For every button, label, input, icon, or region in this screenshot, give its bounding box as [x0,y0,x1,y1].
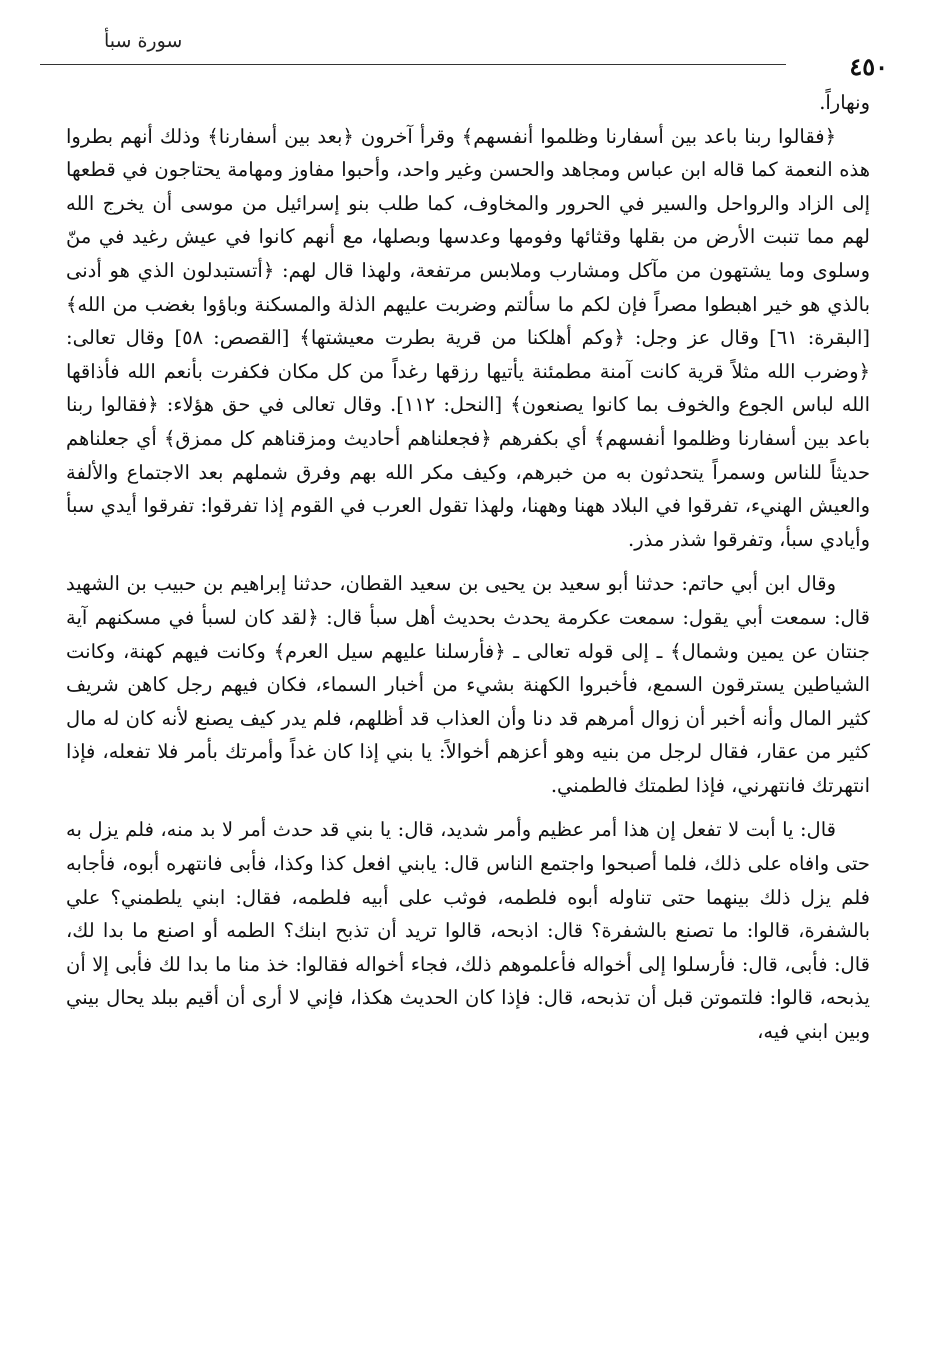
page-number: ٤٥٠ [849,52,888,81]
paragraph: وقال ابن أبي حاتم: حدثنا أبو سعيد بن يحيى بن سعيد القطان، حدثنا إبراهيم بن حبيب بن الشهيد قال: سمعت أبي يقول: سمعت عكرمة يحدث بحديث أهل سبأ قال: ﴿لقد كان لسبأ في مسكنهم آية جنتان عن يمين وشمال﴾ ـ إلى قوله تعالى ـ ﴿فأرسلنا عليهم سيل العرم﴾ وكانت فيهم كهنة، وكانت الشياطين يسترقون السمع، فأخبروا الكهنة بشيء من أخبار السماء، فكان فيهم رجل كاهن شريف كثير المال وأنه أخبر أن زوال أمرهم قد دنا وأن العذاب قد أظلهم، فلم يدر كيف يصنع لأنه كان له مال كثير من عقار، فقال لرجل من بنيه وهو أعزهم أخوالاً: يا بني إذا كان غداً وأمرتك بأمر فلا تفعله، فإذا انتهرتك فانتهرني، فإذا لطمتك فالطمني. [66,572,870,797]
header-divider [40,64,786,65]
surah-title: سورة سبأ [104,30,183,52]
paragraph: قال: يا أبت لا تفعل إن هذا أمر عظيم وأمر شديد، قال: يا بني قد حدث أمر لا بد منه، فلم يزل به حتى وافاه على ذلك، فلما أصبحوا واجتمع الناس قال: يابني افعل كذا وكذا، فأبى فانتهره أبوه، فأجابه فلم يزل ذلك بينهما حتى تناوله أبوه فلطمه، فوثب على أبيه فلطمه، فقال: ابني يلطمني؟ علي بالشفرة، قالوا: ما تصنع بالشفرة؟ قال: اذبحه، قالوا تريد أن تذبح ابنك؟ الطمه أو اصنع ما بدا لك، قال: فأبى، قال: فأرسلوا إلى أخواله فأعلموهم ذلك، فجاء أخواله فقالوا: خذ منا ما بدا لك فأبى إلا أن يذبحه، قالوا: فلتموتن قبل أن تذبحه، قال: فإذا كان الحديث هكذا، فإني لا أرى أن أقيم ببلد يحال بيني وبين ابني فيه، [66,818,870,1044]
paragraph-continuation: ونهاراً. [819,91,870,114]
running-header [40,30,896,81]
page-body [66,86,870,1049]
paragraph: ﴿فقالوا ربنا باعد بين أسفارنا وظلموا أنفسهم﴾ وقرأ آخرون ﴿بعد بين أسفارنا﴾ وذلك أنهم بطروا هذه النعمة كما قاله ابن عباس ومجاهد والحسن وغير واحد، وأحبوا مفاوز ومهامة يحتاجون في قطعها إلى الزاد والرواحل والسير في الحرور والمخاوف، كما طلب بنو إسرائيل من موسى أن يخرج الله لهم مما تنبت الأرض من بقلها وقثائها وفومها وعدسها وبصلها، مع أنهم كانوا في عيش رغيد في منّ وسلوى وما يشتهون من مآكل ومشارب وملابس مرتفعة، ولهذا قال لهم: ﴿أتستبدلون الذي هو أدنى بالذي هو خير اهبطوا مصراً فإن لكم ما سألتم وضربت عليهم الذلة والمسكنة وباؤوا بغضب من الله﴾ [البقرة: ٦١] وقال عز وجل: ﴿وكم أهلكنا من قرية بطرت معيشتها﴾ [القصص: ٥٨] وقال تعالى: ﴿وضرب الله مثلاً قرية كانت آمنة مطمئنة يأتيها رزقها رغداً من كل مكان فكفرت بأنعم الله فأذاقها الله لباس الجوع والخوف بما كانوا يصنعون﴾ [النحل: ١١٢]. وقال تعالى في حق هؤلاء: ﴿فقالوا ربنا باعد بين أسفارنا وظلموا أنفسهم﴾ أي بكفرهم ﴿فجعلناهم أحاديث ومزقناهم كل ممزق﴾ أي جعلناهم حديثاً للناس وسمراً يتحدثون به من خبرهم، وكيف مكر الله بهم وفرق شملهم بعد الاجتماع والألفة والعيش الهنيء، تفرقوا في البلاد ههنا وههنا، ولهذا تقول العرب في القوم إذا تفرقوا: تفرقوا أيدي سبأ وأيادي سبأ، وتفرقوا شذر مذر. [66,124,871,551]
